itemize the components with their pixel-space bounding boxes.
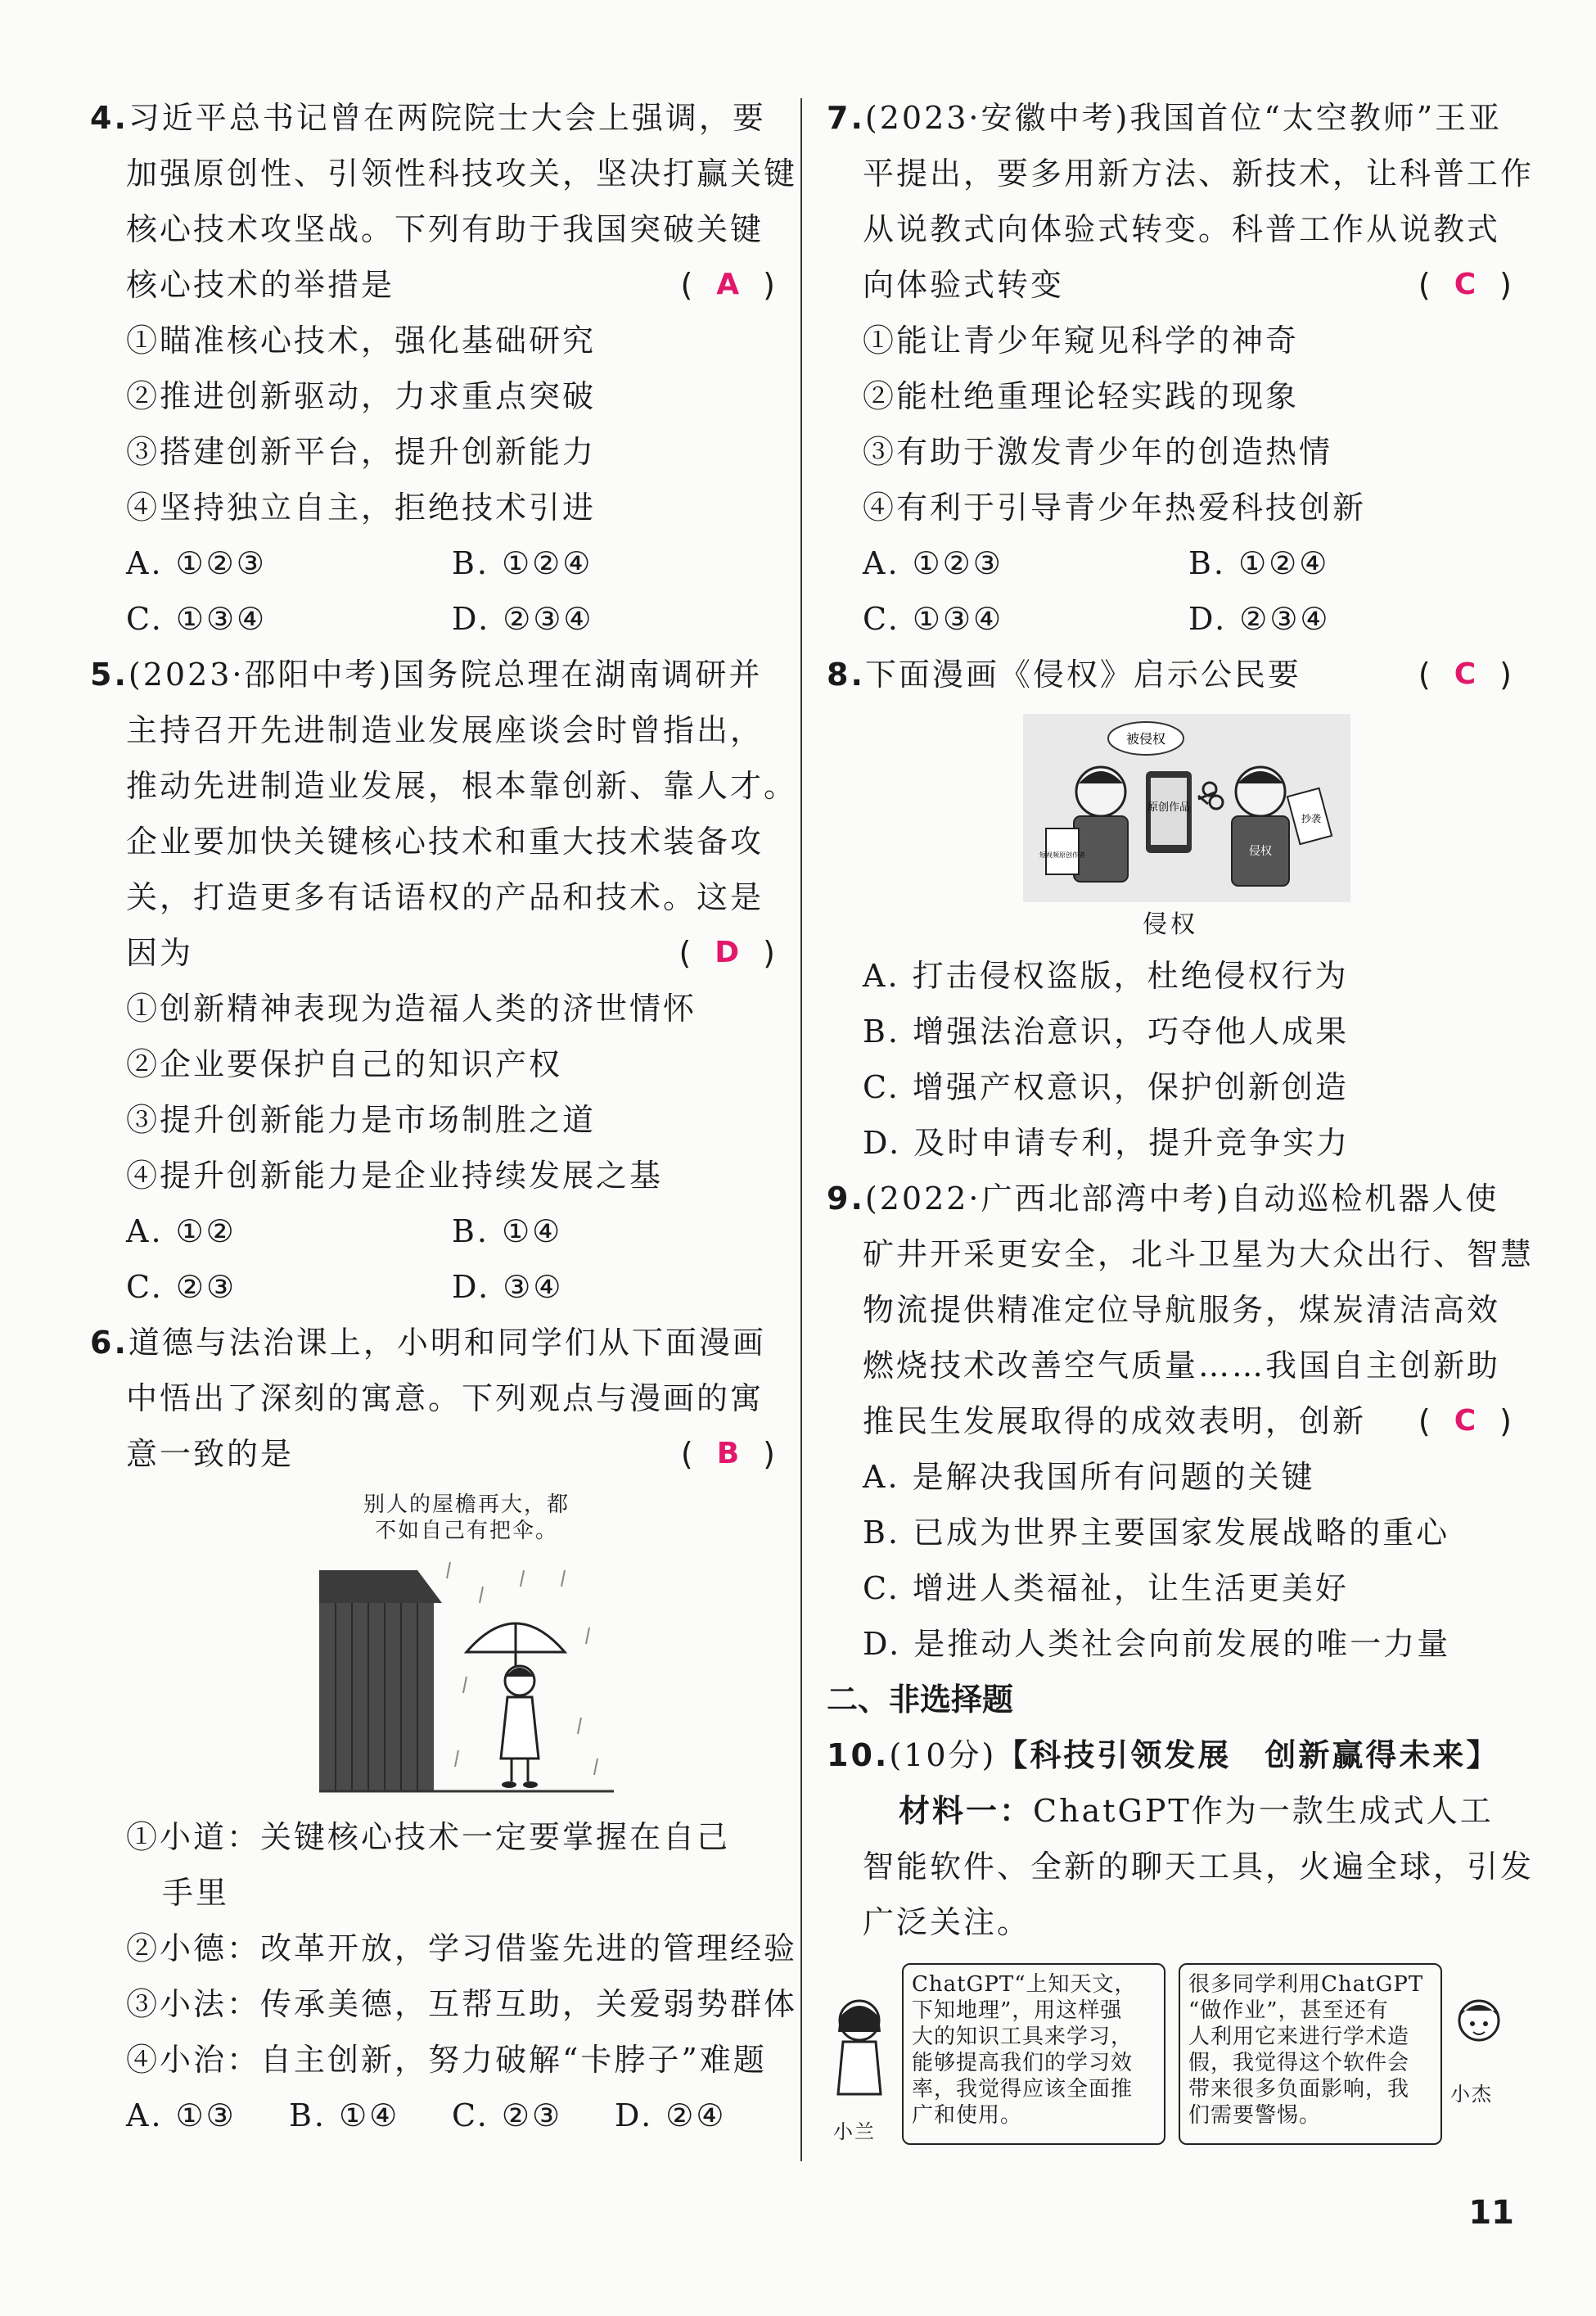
option-c: C. ①③④ (126, 601, 268, 637)
question-stem-line: 向体验式转变 (863, 267, 1065, 303)
question-score: (10分) (889, 1737, 997, 1773)
statement-item: ①创新精神表现为造福人类的济世情怀 (126, 991, 697, 1027)
bubble-line: 下知地理”，用这样强 (912, 1998, 1123, 2023)
answer-bracket: ( D ) (679, 925, 778, 981)
answer-letter: C (1454, 657, 1479, 691)
cartoon-caption-line: 别人的屋檐再大，都 (363, 1492, 570, 1517)
question-number: 6. (90, 1325, 128, 1361)
bubble-line: 们需要警惕。 (1188, 2103, 1322, 2128)
option-c: C. 增进人类福祉，让生活更美好 (863, 1570, 1349, 1606)
question-stem-line: 推民生发展取得的成效表明，创新 (863, 1403, 1367, 1439)
question-4 (90, 90, 798, 647)
option-b: B. ①④ (289, 2097, 400, 2133)
option-d: D. 是推动人类社会向前发展的唯一力量 (863, 1626, 1451, 1662)
option-c: C. ②③ (452, 2097, 563, 2133)
page-number: 11 (1468, 2194, 1514, 2232)
left-column (90, 90, 798, 2143)
question-stem-line: 企业要加快关键核心技术和重大技术装备攻 (126, 824, 764, 860)
bubble-line: 假，我觉得这个软件会 (1188, 2051, 1410, 2075)
question-stem-line: 矿井开采更安全，北斗卫星为大众出行、智慧 (863, 1236, 1535, 1272)
paper-label: 抄袭 (1301, 813, 1322, 824)
statement-item: ②推进创新驱动，力求重点突破 (126, 378, 597, 414)
question-stem-line: 关，打造更多有话语权的产品和技术。这是 (126, 879, 764, 915)
bubble-line: ChatGPT“上知天文， (912, 1972, 1137, 1997)
bubble-line: 率，我觉得应该全面推 (912, 2077, 1134, 2102)
question-theme: 【科技引领发展 创新赢得未来】 (996, 1737, 1500, 1773)
statement-item: ②能杜绝重理论轻实践的现象 (863, 378, 1300, 414)
statement-item: ④坚持独立自主，拒绝技术引进 (126, 490, 597, 526)
question-8 (827, 647, 1514, 1171)
bubble-line: 很多同学利用ChatGPT (1188, 1972, 1424, 1997)
option-b: B. ①②④ (1188, 545, 1330, 581)
left-speech-bubble (902, 1963, 1165, 2145)
option-b: B. ①④ (452, 1213, 563, 1249)
right-speech-bubble (1179, 1963, 1442, 2145)
material-text-line: 智能软件、全新的聊天工具，火遍全球，引发 (863, 1849, 1535, 1885)
option-c: C. ②③ (126, 1269, 237, 1305)
cartoon-speech-text: 被侵权 (1125, 731, 1166, 747)
material-text-line: 广泛关注。 (863, 1904, 1031, 1940)
question-stem-line: 主持召开先进制造业发展座谈会时曾指出， (126, 712, 764, 748)
answer-letter: A (716, 268, 742, 301)
bubble-line: 能够提高我们的学习效 (912, 2051, 1134, 2075)
option-b: B. ①②④ (452, 545, 593, 581)
question-stem-line: 核心技术攻坚战。下列有助于我国突破关键 (126, 211, 764, 247)
option-a: A. ①②③ (126, 545, 267, 581)
phone-label: 原创作品 (1147, 801, 1191, 814)
option-c: C. ①③④ (863, 601, 1004, 637)
question-number: 8. (827, 657, 865, 693)
question-9 (827, 1171, 1535, 1672)
question-stem-line: 道德与法治课上，小明和同学们从下面漫画 (128, 1325, 766, 1361)
option-d: D. ③④ (452, 1269, 564, 1305)
bubble-line: 大的知识工具来学习， (912, 2025, 1134, 2049)
question-stem-line: (2022·广西北部湾中考)自动巡检机器人使 (864, 1181, 1499, 1217)
option-d: D. ②④ (615, 2097, 727, 2133)
option-a: A. ①②③ (863, 545, 1003, 581)
statement-item: ①小道：关键核心技术一定要掌握在自己 (126, 1819, 731, 1855)
column-divider (800, 98, 802, 2161)
question-stem-line: 习近平总书记曾在两院院士大会上强调，要 (128, 100, 766, 136)
bubble-line: 带来很多负面影响，我 (1188, 2077, 1410, 2102)
statement-item: ①瞄准核心技术，强化基础研究 (126, 323, 597, 359)
statement-item: ②企业要保护自己的知识产权 (126, 1046, 563, 1082)
option-a: A. ①③ (126, 2097, 237, 2133)
statement-item: ②小德：改革开放，学习借鉴先进的管理经验 (126, 1930, 798, 1966)
answer-letter: C (1454, 1404, 1479, 1438)
question-stem-line: 因为 (126, 935, 194, 971)
option-b: B. 已成为世界主要国家发展战略的重心 (863, 1515, 1450, 1551)
question-stem-line: 平提出，要多用新方法、新技术，让科普工作 (863, 156, 1535, 192)
question-stem: 下面漫画《侵权》启示公民要 (864, 657, 1301, 693)
question-number: 7. (827, 100, 865, 136)
right-character-name: 小杰 (1450, 2083, 1493, 2106)
sign-label: 短视频原创作者 (1039, 851, 1085, 859)
section-heading: 二、非选择题 (827, 1682, 1014, 1718)
answer-letter: C (1454, 268, 1479, 301)
statement-item-continued: 手里 (162, 1875, 230, 1911)
question-5 (90, 647, 798, 1315)
infringement-cartoon-drawing (1023, 714, 1350, 902)
left-character-name: 小兰 (833, 2120, 876, 2143)
question-stem-line: (2023·邵阳中考)国务院总理在湖南调研并 (128, 657, 763, 693)
statement-item: ③提升创新能力是市场制胜之道 (126, 1102, 597, 1138)
statement-item: ①能让青少年窥见科学的神奇 (863, 323, 1300, 359)
option-d: D. ②③④ (452, 601, 594, 637)
bubble-line: 广和使用。 (912, 2103, 1023, 2128)
question-7 (827, 90, 1535, 647)
boy-avatar-icon (1450, 1988, 1508, 2070)
answer-letter: B (716, 1437, 742, 1470)
statement-item: ④提升创新能力是企业持续发展之基 (126, 1158, 664, 1194)
question-stem-line: 燃烧技术改善空气质量……我国自主创新助 (863, 1348, 1501, 1384)
statement-item: ④有利于引导青少年热爱科技创新 (863, 490, 1367, 526)
question-stem-line: 推动先进制造业发展，根本靠创新、靠人才。 (126, 768, 798, 804)
question-stem-line: 加强原创性、引领性科技攻关，坚决打赢关键 (126, 156, 798, 192)
question-stem-line: 物流提供精准定位导航服务，煤炭清洁高效 (863, 1292, 1501, 1328)
option-a: A. ①② (126, 1213, 237, 1249)
question-stem-line: (2023·安徽中考)我国首位“太空教师”王亚 (864, 100, 1503, 136)
bubble-line: “做作业”，甚至还有 (1188, 1998, 1389, 2023)
dialogue-illustration (827, 1955, 1506, 2151)
answer-bracket: ( C ) (1418, 647, 1514, 702)
statement-item: ③小法：传承美德，互帮互助，关爱弱势群体 (126, 1986, 798, 2022)
right-column (827, 90, 1535, 2151)
cartoon-caption: 侵权 (1143, 910, 1198, 939)
option-a: A. 是解决我国所有问题的关键 (863, 1459, 1315, 1495)
question-number: 10. (827, 1737, 890, 1773)
umbrella-cartoon (319, 1492, 614, 1803)
question-stem-line: 从说教式向体验式转变。科普工作从说教式 (863, 211, 1501, 247)
cartoon-caption-line: 不如自己有把伞。 (374, 1519, 558, 1543)
bubble-line: 人利用它来进行学术造 (1188, 2025, 1410, 2049)
answer-bracket: ( C ) (1418, 257, 1514, 313)
question-number: 4. (90, 100, 128, 136)
girl-avatar-icon (827, 1988, 892, 2111)
statement-item: ④小治：自主创新，努力破解“卡脖子”难题 (126, 2042, 767, 2078)
shirt-label: 侵权 (1249, 845, 1272, 858)
option-b: B. 增强法治意识，巧夺他人成果 (863, 1014, 1350, 1050)
statement-item: ③有助于激发青少年的创造热情 (863, 434, 1333, 470)
question-number: 9. (827, 1181, 865, 1217)
material-text-line: ChatGPT作为一款生成式人工 (1033, 1793, 1494, 1829)
answer-letter: D (715, 936, 742, 969)
infringement-cartoon (1023, 714, 1350, 902)
material-label: 材料一： (899, 1793, 1034, 1829)
question-number: 5. (90, 657, 128, 693)
answer-bracket: ( B ) (681, 1426, 778, 1482)
answer-bracket: ( A ) (680, 257, 778, 313)
question-stem-line: 核心技术的举措是 (126, 267, 395, 303)
option-d: D. ②③④ (1188, 601, 1331, 637)
question-6 (90, 1315, 798, 2143)
answer-bracket: ( C ) (1418, 1393, 1514, 1449)
question-stem-line: 意一致的是 (126, 1436, 295, 1472)
option-a: A. 打击侵权盗版，杜绝侵权行为 (863, 958, 1349, 994)
option-c: C. 增强产权意识，保护创新创造 (863, 1069, 1349, 1105)
statement-item: ③搭建创新平台，提升创新能力 (126, 434, 597, 470)
umbrella-cartoon-drawing (319, 1554, 614, 1799)
option-d: D. 及时申请专利，提升竞争实力 (863, 1125, 1350, 1161)
question-stem-line: 中悟出了深刻的寓意。下列观点与漫画的寓 (126, 1380, 764, 1416)
question-10 (827, 1727, 1535, 2151)
